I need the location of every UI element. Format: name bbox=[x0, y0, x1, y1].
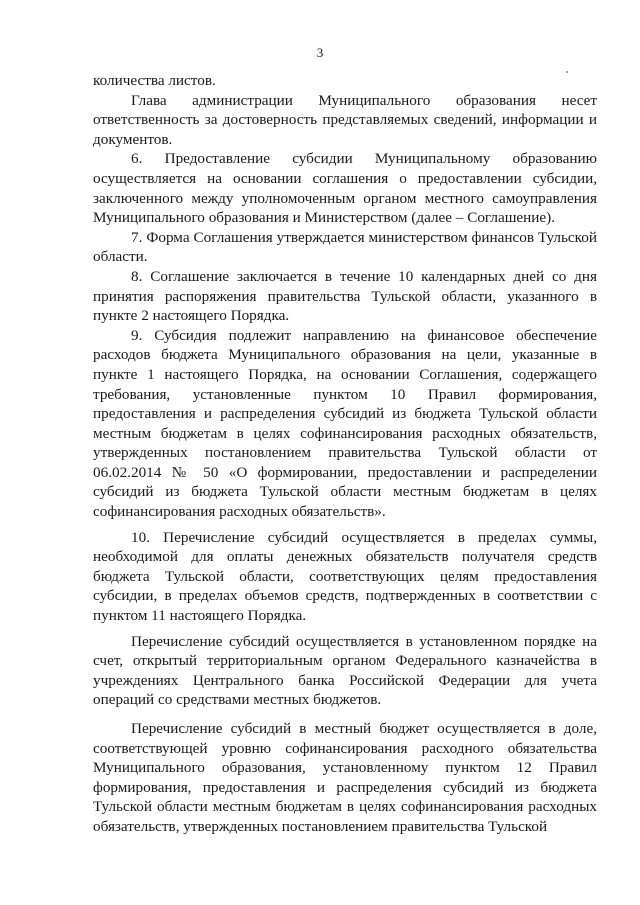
paragraph-continuation: количества листов. bbox=[93, 72, 216, 89]
paragraph-responsibility: Глава администрации Муниципального образования несет ответственность за достоверность представляемых сведений, информации и документов. bbox=[93, 91, 597, 148]
paragraph-item-7: 7. Форма Соглашения утверждается министерством финансов Тульской области. bbox=[93, 228, 597, 266]
paragraph-item-6: 6. Предоставление субсидии Муниципальному образованию осуществляется на основании соглашения о предоставлении субсидии, заключенного между уполномоченным органом местного самоуправления Муниципального образования и Министерством (далее – Соглашение). bbox=[93, 150, 597, 227]
paragraph-transfer-account: Перечисление субсидий осуществляется в установленном порядке на счет, открытый территориальным органом Федерального казначейства в учреждениях Центрального банка Российской Федерации для учета операций со средствами местных бюджетов. bbox=[93, 632, 597, 709]
paragraph-item-10: 10. Перечисление субсидий осуществляется в пределах суммы, необходимой для оплаты денежных обязательств получателя средств бюджета Тульской области, соответствующих целям предоставления субсидии, в пределах объемов средств, подтвержденных в соответствии с пунктом 11 настоящего Порядка. bbox=[93, 528, 597, 625]
paragraph-transfer-share: Перечисление субсидий в местный бюджет осуществляется в доле, соответствующей уровню софинансирования расходного обязательства Муниципального образования, установленному пунктом 12 Правил формирования, предоставления и распределения субсидий из бюджета Тульской области местным бюджетам в целях софинансирования расходных обязательств, утвержденных постановлением правительства Тульской bbox=[93, 720, 597, 835]
page-number: 3 bbox=[316, 45, 324, 60]
paragraph-item-8: 8. Соглашение заключается в течение 10 календарных дней со дня принятия распоряжения правительства Тульской области, указанного в пункте 2 настоящего Порядка. bbox=[93, 267, 597, 325]
document-body bbox=[93, 71, 597, 837]
paragraph-item-9: 9. Субсидия подлежит направлению на финансовое обеспечение расходов бюджета Муниципального образования на цели, указанные в пункте 1 настоящего Порядка, на основании Соглашения, содержащего требования, установленные пунктом 10 Правил формирования, предоставления и распределения субсидий из бюджета Тульской области местным бюджетам в целях софинансирования расходных обязательств, утвержденных постановлением правительства Тульской области от 06.02.2014 № 50 «О формировании, предоставлении и распределении субсидий из бюджета Тульской области местным бюджетам в целях софинансирования расходных обязательств». bbox=[93, 326, 597, 521]
